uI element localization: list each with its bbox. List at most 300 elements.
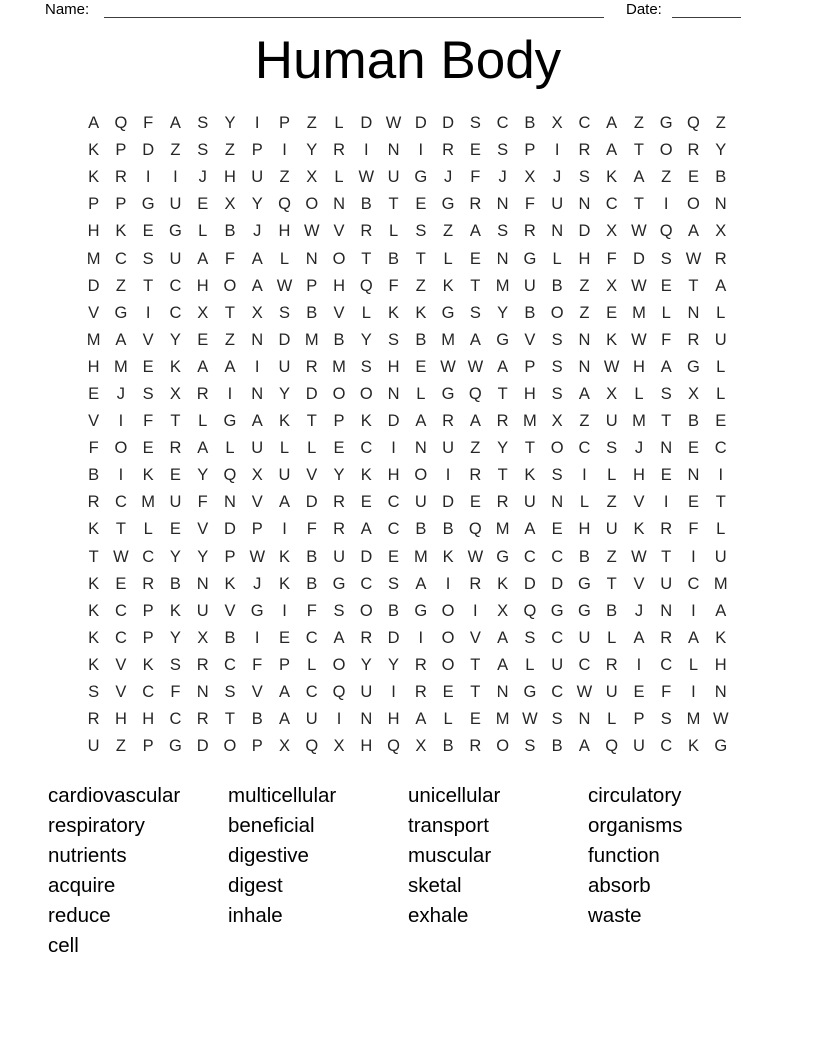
grid-cell: I [636, 655, 642, 674]
grid-cell: V [524, 330, 536, 349]
grid-cell: E [469, 710, 481, 729]
word-list [0, 781, 816, 961]
grid-cell: L [307, 655, 317, 674]
word-list-item: sketal [408, 874, 462, 897]
grid-cell: Y [497, 303, 509, 322]
grid-cell: E [360, 493, 372, 512]
grid-cell: X [169, 384, 181, 403]
grid-cell: K [88, 628, 100, 647]
grid-cell: T [306, 412, 317, 431]
grid-cell: U [551, 195, 564, 214]
grid-cell: W [522, 710, 538, 729]
grid-cell: B [415, 330, 427, 349]
grid-cell: K [606, 168, 618, 187]
grid-cell: A [88, 114, 100, 133]
grid-cell: U [169, 249, 182, 268]
grid-cell: K [524, 466, 536, 485]
grid-cell: C [305, 683, 318, 702]
grid-cell: Q [659, 222, 673, 241]
grid-cell: T [633, 195, 644, 214]
grid-cell: F [470, 168, 481, 187]
grid-cell: R [496, 493, 509, 512]
grid-cell: K [142, 655, 154, 674]
grid-cell: Z [579, 412, 590, 431]
grid-cell: Z [443, 222, 454, 241]
grid-cell: W [576, 683, 593, 702]
grid-cell: G [250, 601, 264, 620]
grid-cell: B [333, 330, 345, 349]
grid-cell: E [687, 439, 699, 458]
grid-cell: V [333, 303, 345, 322]
grid-cell: R [442, 141, 455, 160]
grid-cell: F [88, 439, 99, 458]
grid-cell: M [332, 357, 346, 376]
grid-cell: H [278, 222, 291, 241]
grid-cell: T [524, 439, 535, 458]
grid-cell: C [714, 439, 727, 458]
grid-cell: N [551, 493, 564, 512]
name-blank-line [104, 0, 604, 18]
grid-cell: Q [687, 114, 700, 133]
grid-cell: X [606, 276, 618, 295]
word-list-item: unicellular [408, 784, 501, 807]
grid-cell: W [631, 547, 647, 566]
word-list-item: exhale [408, 904, 469, 927]
grid-cell: V [224, 601, 236, 620]
word-list-item: absorb [588, 874, 651, 897]
word-list-item: muscular [408, 844, 492, 867]
grid-cell: N [360, 710, 373, 729]
grid-cell: I [282, 520, 287, 539]
grid-cell: X [278, 737, 290, 756]
grid-cell: T [224, 710, 235, 729]
grid-cell: L [634, 384, 644, 403]
grid-cell: K [169, 357, 181, 376]
grid-cell: K [633, 520, 645, 539]
grid-cell: H [224, 168, 236, 187]
grid-cell: A [606, 141, 618, 160]
grid-cell: P [306, 276, 318, 295]
grid-cell: M [304, 330, 319, 349]
grid-cell: Z [606, 547, 617, 566]
grid-cell: B [224, 628, 236, 647]
grid-cell: E [388, 547, 400, 566]
grid-cell: D [442, 114, 455, 133]
grid-cell: E [142, 439, 154, 458]
grid-cell: S [224, 683, 236, 702]
grid-cell: E [469, 249, 481, 268]
grid-cell: W [303, 222, 320, 241]
grid-cell: K [88, 601, 100, 620]
grid-cell: E [142, 222, 154, 241]
grid-cell: E [469, 141, 481, 160]
grid-cell: N [196, 574, 209, 593]
grid-cell: F [306, 520, 317, 539]
grid-cell: V [142, 330, 154, 349]
grid-cell: A [415, 412, 427, 431]
grid-cell: Q [305, 737, 319, 756]
grid-cell: I [391, 683, 396, 702]
grid-cell: G [332, 574, 346, 593]
grid-cell: M [141, 493, 156, 512]
grid-cell: G [441, 384, 455, 403]
grid-cell: X [687, 384, 699, 403]
grid-cell: E [278, 628, 290, 647]
grid-cell: B [306, 574, 318, 593]
grid-cell: R [333, 520, 345, 539]
grid-cell: N [196, 683, 209, 702]
grid-cell: O [659, 141, 673, 160]
grid-cell: I [582, 466, 587, 485]
grid-cell: I [473, 601, 478, 620]
grid-cell: Q [468, 384, 482, 403]
word-list-item: nutrients [48, 844, 127, 867]
grid-cell: H [387, 466, 400, 485]
grid-cell: N [414, 439, 427, 458]
grid-cell: U [605, 683, 618, 702]
grid-cell: U [251, 168, 264, 187]
grid-cell: U [523, 493, 536, 512]
grid-cell: Q [359, 276, 373, 295]
grid-cell: L [143, 520, 153, 539]
grid-cell: I [145, 168, 151, 187]
grid-cell: C [660, 737, 673, 756]
grid-cell: V [306, 466, 318, 485]
grid-cell: D [278, 330, 291, 349]
grid-cell: J [443, 168, 453, 187]
grid-cell: K [224, 574, 236, 593]
grid-cell: E [88, 384, 100, 403]
grid-cell: N [660, 439, 673, 458]
grid-cell: V [88, 303, 100, 322]
grid-cell: O [441, 655, 455, 674]
grid-cell: G [496, 330, 510, 349]
grid-cell: K [360, 412, 372, 431]
grid-cell: C [169, 303, 182, 322]
grid-cell: N [714, 195, 727, 214]
grid-cell: C [142, 683, 155, 702]
grid-cell: K [360, 466, 372, 485]
grid-cell: L [443, 249, 453, 268]
grid-cell: D [196, 737, 209, 756]
page-title: Human Body [254, 31, 562, 90]
grid-cell: A [606, 114, 618, 133]
grid-cell: C [605, 195, 618, 214]
grid-cell: M [713, 574, 728, 593]
grid-cell: F [252, 655, 263, 674]
grid-cell: W [358, 168, 375, 187]
grid-cell: R [469, 195, 482, 214]
grid-cell: J [634, 601, 644, 620]
grid-cell: K [88, 168, 100, 187]
grid-cell: U [360, 683, 373, 702]
word-list-item: cardiovascular [48, 784, 181, 807]
grid-cell: A [251, 276, 263, 295]
grid-cell: X [715, 222, 727, 241]
grid-cell: A [633, 168, 645, 187]
grid-cell: F [170, 683, 181, 702]
grid-cell: O [332, 384, 346, 403]
grid-cell: D [87, 276, 100, 295]
grid-cell: A [497, 655, 509, 674]
grid-cell: O [223, 276, 237, 295]
grid-cell: N [387, 384, 400, 403]
grid-cell: T [143, 276, 154, 295]
grid-cell: E [169, 466, 181, 485]
grid-cell: C [305, 628, 318, 647]
grid-cell: B [551, 276, 563, 295]
grid-cell: B [388, 601, 400, 620]
grid-cell: I [691, 547, 696, 566]
grid-cell: C [114, 493, 127, 512]
grid-cell: O [359, 384, 373, 403]
grid-cell: C [578, 114, 591, 133]
grid-cell: B [251, 710, 263, 729]
grid-cell: R [196, 655, 209, 674]
grid-cell: X [606, 384, 618, 403]
grid-cell: E [442, 683, 454, 702]
grid-cell: O [550, 439, 564, 458]
grid-cell: L [198, 222, 208, 241]
grid-cell: C [660, 655, 673, 674]
grid-cell: A [687, 628, 699, 647]
grid-cell: H [632, 466, 645, 485]
grid-cell: R [87, 493, 100, 512]
grid-cell: C [169, 276, 182, 295]
grid-cell: C [114, 601, 127, 620]
grid-cell: D [305, 384, 318, 403]
grid-cell: G [714, 737, 728, 756]
grid-cell: L [525, 655, 535, 674]
grid-cell: O [414, 466, 428, 485]
grid-cell: V [469, 628, 481, 647]
grid-cell: J [198, 168, 207, 187]
grid-cell: Z [415, 276, 426, 295]
grid-cell: O [305, 195, 319, 214]
grid-cell: W [276, 276, 293, 295]
grid-cell: L [607, 710, 617, 729]
grid-cell: L [716, 384, 726, 403]
grid-cell: X [306, 168, 318, 187]
grid-cell: E [333, 439, 345, 458]
grid-cell: S [497, 222, 509, 241]
grid-cell: E [115, 574, 127, 593]
grid-cell: L [334, 114, 344, 133]
grid-cell: N [496, 683, 509, 702]
grid-cell: D [305, 493, 318, 512]
grid-cell: R [523, 222, 536, 241]
grid-cell: A [197, 439, 209, 458]
grid-cell: Z [661, 168, 672, 187]
grid-cell: K [169, 601, 181, 620]
grid-cell: I [254, 114, 260, 133]
grid-cell: M [86, 330, 101, 349]
grid-cell: U [87, 737, 100, 756]
grid-cell: S [169, 655, 181, 674]
grid-cell: T [470, 683, 481, 702]
word-list-item: reduce [48, 904, 111, 927]
grid-cell: E [660, 466, 672, 485]
grid-cell: C [114, 628, 127, 647]
grid-cell: P [142, 601, 154, 620]
grid-cell: P [115, 141, 127, 160]
grid-cell: N [714, 683, 727, 702]
grid-cell: I [663, 195, 669, 214]
grid-cell: I [418, 628, 424, 647]
grid-cell: T [497, 384, 508, 403]
grid-cell: Y [497, 439, 509, 458]
grid-cell: S [551, 357, 563, 376]
grid-cell: B [524, 114, 536, 133]
grid-cell: X [524, 168, 536, 187]
grid-cell: D [414, 114, 427, 133]
grid-cell: P [115, 195, 127, 214]
grid-cell: L [607, 628, 617, 647]
grid-cell: L [334, 168, 344, 187]
grid-cell: E [197, 330, 209, 349]
grid-cell: F [688, 520, 699, 539]
grid-cell: M [495, 276, 510, 295]
grid-cell: O [496, 737, 510, 756]
grid-cell: E [169, 520, 181, 539]
grid-cell: Y [333, 466, 345, 485]
grid-cell: L [579, 493, 589, 512]
grid-cell: D [523, 574, 536, 593]
grid-cell: Z [279, 168, 290, 187]
word-list-column-4 [588, 781, 683, 931]
word-list-item: acquire [48, 874, 116, 897]
grid-cell: M [495, 520, 510, 539]
grid-cell: S [551, 710, 563, 729]
grid-cell: B [224, 222, 236, 241]
grid-cell: J [253, 574, 262, 593]
word-list-column-3 [408, 781, 500, 931]
grid-cell: C [551, 547, 564, 566]
grid-cell: V [88, 412, 100, 431]
grid-cell: L [607, 466, 617, 485]
grid-cell: V [197, 520, 209, 539]
grid-cell: R [142, 574, 155, 593]
word-list-item: respiratory [48, 814, 145, 837]
grid-cell: V [115, 655, 127, 674]
grid-cell: X [551, 114, 563, 133]
grid-cell: X [224, 195, 236, 214]
grid-cell: U [169, 195, 182, 214]
grid-cell: K [388, 303, 400, 322]
grid-cell: W [603, 357, 620, 376]
grid-cell: A [660, 357, 672, 376]
grid-cell: F [306, 601, 317, 620]
grid-cell: Z [224, 330, 235, 349]
grid-cell: E [660, 276, 672, 295]
grid-cell: N [224, 493, 236, 512]
grid-cell: K [606, 330, 618, 349]
grid-cell: T [224, 303, 235, 322]
grid-cell: Q [523, 601, 537, 620]
grid-cell: F [661, 330, 672, 349]
grid-cell: M [441, 330, 455, 349]
grid-cell: X [415, 737, 427, 756]
grid-cell: A [224, 357, 236, 376]
grid-cell: R [442, 412, 455, 431]
word-list-item: waste [588, 904, 642, 927]
grid-cell: H [142, 710, 155, 729]
grid-cell: R [469, 466, 482, 485]
grid-cell: C [578, 655, 591, 674]
grid-cell: B [715, 168, 727, 187]
grid-cell: G [169, 222, 182, 241]
grid-cell: A [578, 737, 590, 756]
word-list-item: inhale [228, 904, 283, 927]
grid-cell: A [497, 628, 509, 647]
grid-cell: Q [114, 114, 128, 133]
grid-cell: J [253, 222, 262, 241]
grid-cell: G [141, 195, 155, 214]
grid-cell: V [251, 683, 263, 702]
grid-cell: H [578, 249, 591, 268]
grid-cell: T [715, 493, 726, 512]
grid-cell: S [388, 574, 400, 593]
word-list-item: circulatory [588, 784, 682, 807]
grid-cell: A [469, 412, 481, 431]
word-list-item: transport [408, 814, 489, 837]
grid-cell: U [523, 276, 536, 295]
grid-cell: B [306, 547, 318, 566]
grid-cell: Y [360, 655, 372, 674]
grid-cell: N [251, 384, 264, 403]
grid-cell: T [470, 276, 481, 295]
grid-cell: L [661, 303, 671, 322]
grid-cell: U [442, 439, 455, 458]
grid-cell: P [142, 628, 154, 647]
grid-cell: H [333, 276, 345, 295]
grid-cell: D [578, 222, 591, 241]
grid-cell: N [551, 222, 564, 241]
grid-cell: Z [470, 439, 481, 458]
grid-cell: A [415, 710, 427, 729]
grid-cell: P [251, 520, 263, 539]
grid-cell: T [661, 412, 672, 431]
word-list-item: cell [48, 934, 79, 957]
grid-cell: U [605, 412, 618, 431]
grid-cell: O [687, 195, 700, 214]
grid-cell: Z [606, 493, 617, 512]
grid-cell: I [554, 141, 560, 160]
grid-cell: W [467, 357, 484, 376]
grid-cell: H [523, 384, 536, 403]
grid-cell: N [333, 195, 345, 214]
grid-cell: H [360, 737, 373, 756]
grid-cell: C [551, 683, 564, 702]
grid-cell: I [418, 141, 424, 160]
grid-cell: A [360, 520, 372, 539]
grid-cell: E [415, 195, 427, 214]
grid-cell: S [660, 384, 672, 403]
grid-cell: S [524, 628, 536, 647]
grid-cell: P [524, 357, 536, 376]
grid-cell: D [360, 547, 373, 566]
grid-cell: E [687, 168, 699, 187]
grid-cell: X [606, 222, 618, 241]
grid-cell: T [361, 249, 372, 268]
grid-cell: B [687, 412, 699, 431]
grid-cell: E [142, 357, 154, 376]
grid-cell: U [305, 710, 318, 729]
grid-cell: G [523, 683, 537, 702]
grid-cell: Q [332, 683, 346, 702]
grid-cell: T [633, 141, 644, 160]
grid-cell: B [524, 303, 536, 322]
